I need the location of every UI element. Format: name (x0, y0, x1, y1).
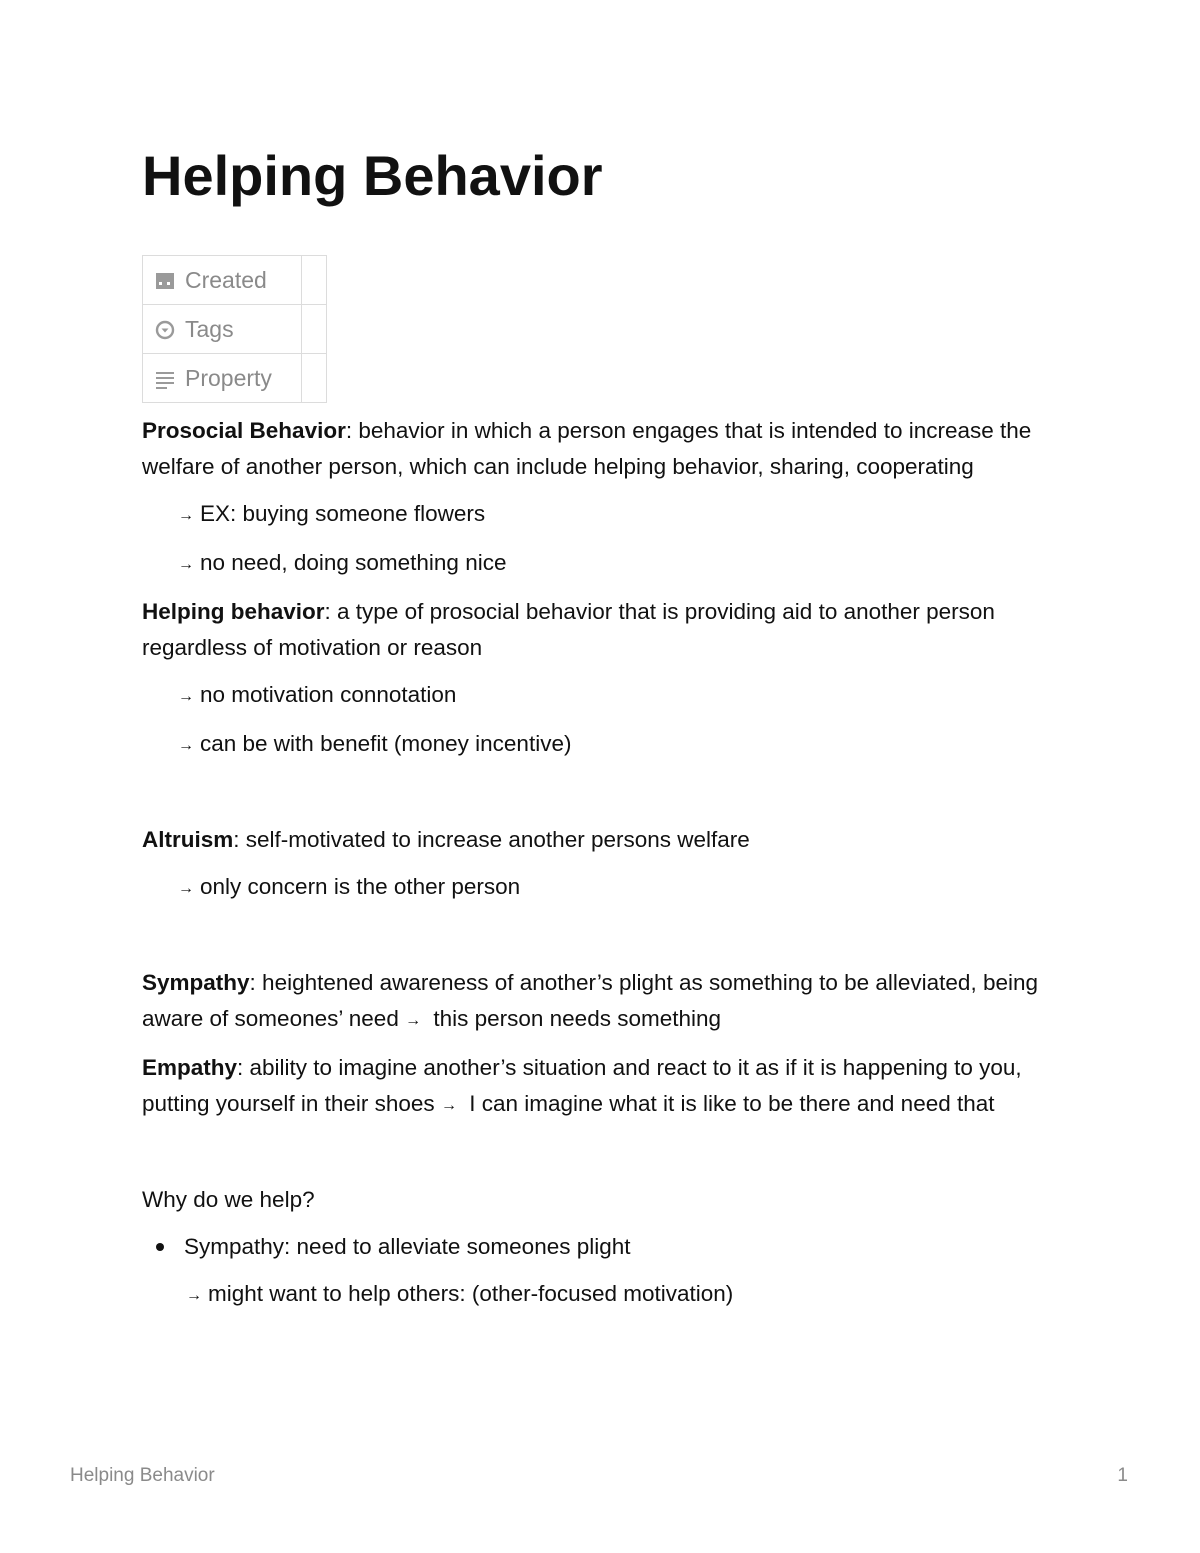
property-value-tags[interactable] (302, 305, 327, 354)
arrow-icon: → (178, 556, 194, 573)
property-label-cell[interactable] (143, 256, 302, 305)
property-row-tags (143, 305, 327, 354)
paragraph-altruism (142, 822, 1062, 858)
arrow-icon: → (178, 688, 194, 705)
arrow-icon: → (186, 1287, 202, 1304)
definition-helping: : a type of prosocial behavior that is providing aid to another person regardless of motivation or reason (142, 599, 995, 660)
note-item: → can be with benefit (money incentive) (142, 726, 1062, 764)
footer-page-number: 1 (1117, 1465, 1128, 1486)
definition-altruism: : self-motivated to increase another persons welfare (233, 827, 750, 852)
tag-icon (155, 320, 175, 340)
blank-line (142, 775, 1062, 822)
list-item: Sympathy: need to alleviate someones plight (142, 1229, 1062, 1265)
note-item: → EX: buying someone flowers (142, 496, 1062, 534)
note-item: → no need, doing something nice (142, 545, 1062, 583)
document-body (142, 413, 1062, 1325)
property-value-created[interactable] (302, 256, 327, 305)
property-label-created: Created (185, 266, 267, 293)
why-question: Why do we help? (142, 1187, 315, 1212)
term-empathy: Empathy (142, 1055, 238, 1080)
page-title: Helping Behavior (142, 144, 603, 207)
arrow-icon: → (178, 507, 194, 524)
term-prosocial: Prosocial Behavior (142, 418, 346, 443)
footer-doc-title: Helping Behavior (70, 1465, 215, 1486)
term-altruism: Altruism (142, 827, 234, 852)
note-item: → might want to help others: (other-focused motivation) (142, 1276, 1062, 1314)
arrow-icon: → (178, 737, 194, 754)
term-helping: Helping behavior (142, 599, 325, 624)
paragraph-helping (142, 594, 1062, 666)
arrow-icon: → (405, 1012, 422, 1029)
term-sympathy: Sympathy (142, 970, 250, 995)
arrow-icon: → (178, 880, 194, 897)
text-lines-icon (155, 369, 175, 389)
note-item: → only concern is the other person (142, 869, 1062, 907)
properties-table (142, 255, 327, 403)
paragraph-prosocial (142, 413, 1062, 485)
property-row-property (143, 354, 327, 403)
property-label-tags: Tags (185, 315, 234, 342)
property-row-created (143, 256, 327, 305)
property-label-property: Property (185, 364, 272, 391)
bullet-icon (156, 1243, 164, 1251)
property-label-cell[interactable] (143, 354, 302, 403)
blank-line (142, 918, 1062, 965)
definition-prosocial: : behavior in which a person engages that is intended to increase the welfare of another person, which can include helping behavior, sharing, cooperating (142, 418, 1032, 479)
calendar-icon (155, 271, 175, 291)
note-item: → no motivation connotation (142, 677, 1062, 715)
blank-line (142, 1135, 1062, 1182)
property-value-property[interactable] (302, 354, 327, 403)
arrow-icon: → (440, 1097, 457, 1114)
property-label-cell[interactable] (143, 305, 302, 354)
paragraph-sympathy: Sympathy: heightened awareness of another’s plight as something to be alleviated, being aware of someones’ need → this person needs something (142, 965, 1062, 1039)
paragraph-empathy: Empathy: ability to imagine another’s situation and react to it as if it is happening to you, putting yourself in their shoes → I can imagine what it is like to be there and need that (142, 1050, 1062, 1124)
